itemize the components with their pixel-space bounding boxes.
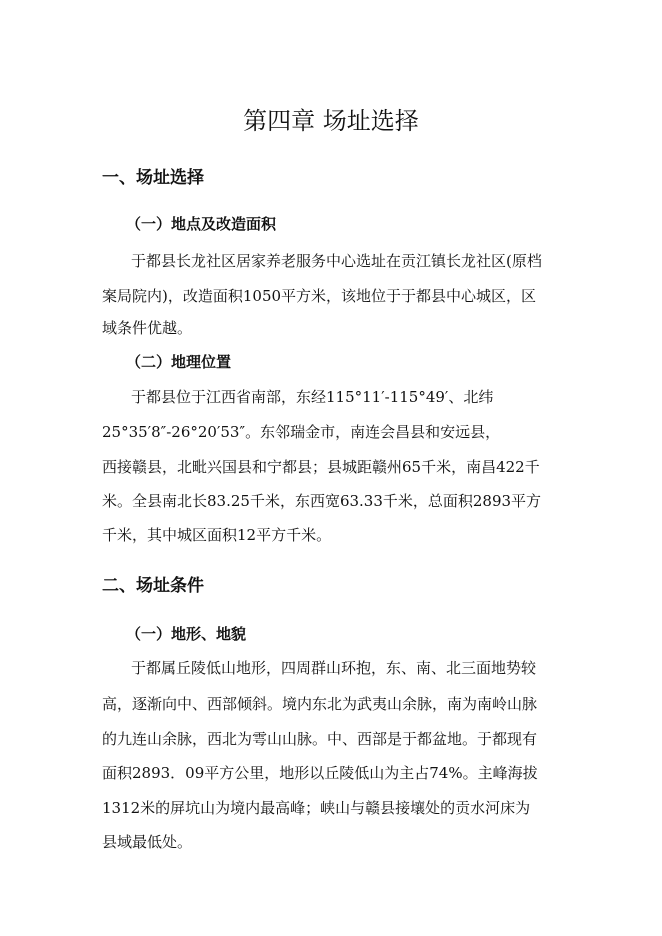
paragraph-line: 域条件优越。 [102, 319, 193, 337]
section-heading-site-conditions: 二、场址条件 [102, 576, 204, 596]
paragraph-line: 案局院内)，改造面积1050平方米，该地位于于都县中心城区，区 [102, 287, 537, 305]
paragraph-line: 千米，其中城区面积12平方千米。 [102, 526, 332, 544]
paragraph-line: 的九连山余脉，西北为雩山山脉。中、西部是于都盆地。于都现有 [102, 730, 538, 748]
subsection-heading-terrain: （一）地形、地貌 [126, 625, 247, 643]
paragraph-line: 高，逐渐向中、西部倾斜。境内东北为武夷山余脉，南为南岭山脉 [102, 695, 538, 713]
chapter-title: 第四章 场址选择 [243, 107, 419, 135]
paragraph-line: 于都属丘陵低山地形，四周群山环抱，东、南、北三面地势较 [131, 659, 537, 677]
subsection-heading-geographic-location: （二）地理位置 [126, 353, 232, 371]
section-heading-site-selection: 一、场址选择 [102, 168, 204, 188]
paragraph-line: 于都县长龙社区居家养老服务中心选址在贡江镇长龙社区(原档 [131, 252, 542, 270]
paragraph-line: 1312米的屏坑山为境内最高峰；峡山与赣县接壤处的贡水河床为 [102, 799, 531, 817]
paragraph-line: 25°35′8″-26°20′53″。东邻瑞金市，南连会昌县和安远县， [102, 423, 501, 441]
subsection-heading-location-area: （一）地点及改造面积 [126, 215, 277, 233]
paragraph-line: 米。全县南北长83.25千米，东西宽63.33千米，总面积2893平方 [102, 492, 542, 510]
paragraph-line: 面积2893．09平方公里，地形以丘陵低山为主占74%。主峰海拔 [102, 764, 538, 782]
paragraph-line: 于都县位于江西省南部，东经115°11′-115°49′、北纬 [131, 388, 494, 406]
paragraph-line: 县域最低处。 [102, 833, 193, 851]
paragraph-line: 西接赣县，北毗兴国县和宁都县；县城距赣州65千米，南昌422千 [102, 458, 540, 476]
